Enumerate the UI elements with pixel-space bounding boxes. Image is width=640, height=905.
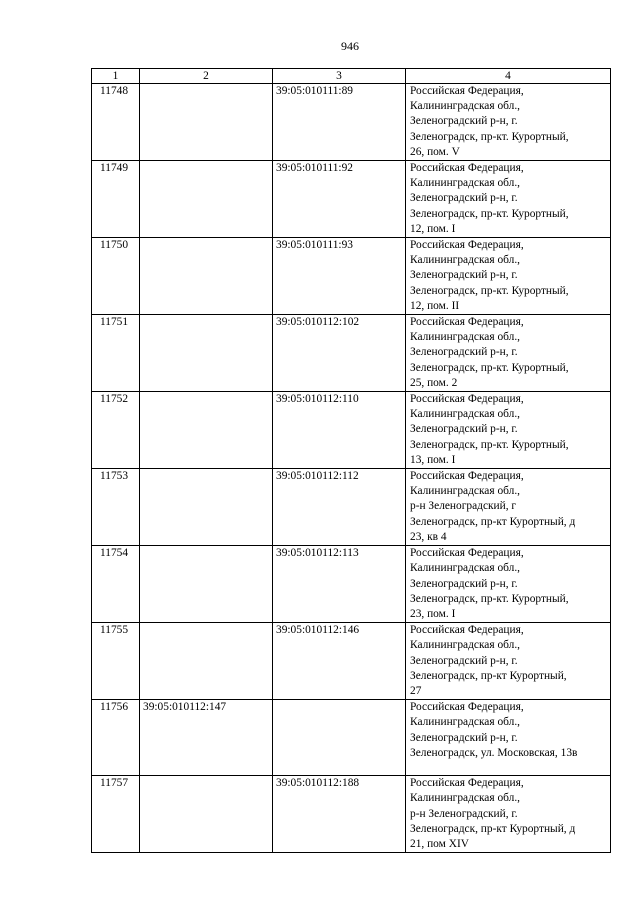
address-line: 12, пом. II [410,299,460,312]
row-number-cell: 11748 [92,84,140,161]
header-col-4: 4 [406,69,611,84]
address-line: Калининградская обл., [410,100,521,113]
row-number-cell: 11752 [92,392,140,469]
address-line: Зеленоградский р-н, г. [410,192,518,205]
table-row [92,161,611,238]
address-line: 23, кв 4 [410,530,447,543]
cadastral-number-col3-cell: 39:05:010111:92 [273,161,406,238]
address-line: р-н Зеленоградский, г [410,500,517,513]
address-line: Калининградская обл., [410,254,521,267]
address-line: Зеленоградский р-н, г. [410,654,518,667]
address-line: Зеленоградск, пр-кт. Курортный, [410,130,569,143]
header-row [92,69,611,84]
address-line: Зеленоградский р-н, г. [410,423,518,436]
address-cell [406,84,611,161]
row-number-cell: 11750 [92,238,140,315]
cadastral-number-col2-cell [140,469,273,546]
cadastral-number-col3-cell: 39:05:010112:113 [273,546,406,623]
address-line: Зеленоградск, ул. Московская, 13в [410,746,578,759]
header-col-3: 3 [273,69,406,84]
address-line: Зеленоградск, пр-кт. Курортный, [410,592,569,605]
address-line: Калининградская обл., [410,716,521,729]
address-cell [406,700,611,776]
address-line: Зеленоградский р-н, г. [410,115,518,128]
address-line: Зеленоградский р-н, г. [410,731,518,744]
table-row [92,546,611,623]
cadastral-number-col2-cell [140,161,273,238]
cadastral-number-col2-cell [140,84,273,161]
row-number-cell: 11749 [92,161,140,238]
table-header [92,69,611,84]
address-line: Российская Федерация, [410,701,524,714]
address-line: Калининградская обл., [410,792,521,805]
cadastral-number-col3-cell: 39:05:010111:89 [273,84,406,161]
page-number: 946 [341,39,359,53]
address-line: Российская Федерация, [410,162,524,175]
cadastral-number-col3-cell: 39:05:010112:188 [273,776,406,853]
address-line: Российская Федерация, [410,777,524,790]
address-line: Российская Федерация, [410,547,524,560]
cadastral-number-col3-cell: 39:05:010112:112 [273,469,406,546]
address-line: Российская Федерация, [410,239,524,252]
table-row [92,623,611,700]
registry-table [91,68,611,853]
row-number-cell: 11754 [92,546,140,623]
row-number-cell: 11751 [92,315,140,392]
address-line: Зеленоградск, пр-кт Курортный, д [410,822,576,835]
address-cell [406,392,611,469]
cadastral-number-col3-cell: 39:05:010112:102 [273,315,406,392]
address-line: 23, пом. I [410,607,456,620]
address-line: Зеленоградск, пр-кт. Курортный, [410,207,569,220]
address-line: Калининградская обл., [410,485,521,498]
address-line: Российская Федерация, [410,393,524,406]
address-line: Калининградская обл., [410,639,521,652]
address-line: Зеленоградск, пр-кт. Курортный, [410,438,569,451]
address-cell [406,161,611,238]
row-number-cell: 11753 [92,469,140,546]
address-line: 25, пом. 2 [410,376,458,389]
header-col-2: 2 [140,69,273,84]
cadastral-number-col2-cell [140,238,273,315]
address-line: Зеленоградск, пр-кт. Курортный, [410,361,569,374]
address-line: 12, пом. I [410,222,456,235]
address-line: Калининградская обл., [410,331,521,344]
table-row [92,315,611,392]
address-line: Калининградская обл., [410,562,521,575]
address-line: Калининградская обл., [410,408,521,421]
cadastral-number-col2-cell [140,776,273,853]
table-row [92,700,611,776]
table-row [92,392,611,469]
address-line: Зеленоградск, пр-кт. Курортный, [410,284,569,297]
address-line: 21, пом XIV [410,837,469,850]
address-line: Калининградская обл., [410,177,521,190]
table-row [92,238,611,315]
cadastral-number-col2-cell: 39:05:010112:147 [140,700,273,776]
cadastral-number-col2-cell [140,392,273,469]
address-cell [406,238,611,315]
address-line: Зеленоградский р-н, г. [410,577,518,590]
cadastral-number-col3-cell: 39:05:010112:110 [273,392,406,469]
address-cell [406,623,611,700]
cadastral-number-col2-cell [140,623,273,700]
table-row [92,84,611,161]
address-line: 13, пом. I [410,453,456,466]
cadastral-number-col2-cell [140,546,273,623]
address-line: р-н Зеленоградский, г. [410,807,518,820]
header-col-1: 1 [92,69,140,84]
cadastral-number-col3-cell: 39:05:010112:146 [273,623,406,700]
address-line: Зеленоградск, пр-кт Курортный, [410,669,567,682]
cadastral-number-col3-cell: 39:05:010111:93 [273,238,406,315]
row-number-cell: 11757 [92,776,140,853]
table-row [92,469,611,546]
address-cell [406,546,611,623]
address-line: Зеленоградский р-н, г. [410,346,518,359]
row-number-cell: 11755 [92,623,140,700]
table-row [92,776,611,853]
address-line: 27 [410,684,422,697]
address-cell [406,469,611,546]
address-line: Российская Федерация, [410,470,524,483]
address-line: Российская Федерация, [410,624,524,637]
table-body [92,84,611,853]
address-line: 26, пом. V [410,145,460,158]
address-cell [406,776,611,853]
row-number-cell: 11756 [92,700,140,776]
address-line: Зеленоградск, пр-кт Курортный, д [410,515,576,528]
address-line: Зеленоградский р-н, г. [410,269,518,282]
address-cell [406,315,611,392]
address-line: Российская Федерация, [410,316,524,329]
cadastral-number-col3-cell [273,700,406,776]
cadastral-number-col2-cell [140,315,273,392]
address-line: Российская Федерация, [410,85,524,97]
